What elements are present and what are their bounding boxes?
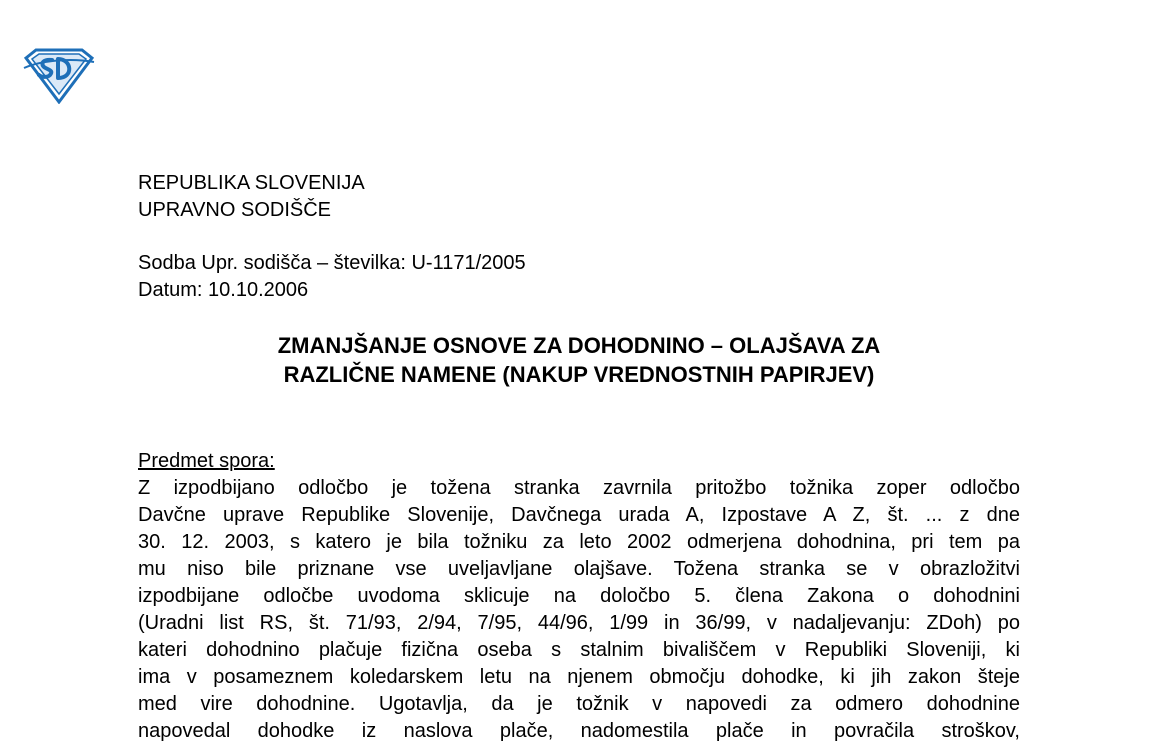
court-shield-logo-icon [22,48,96,104]
section-body [138,475,1020,745]
title-line-2: RAZLIČNE NAMENE (NAKUP VREDNOSTNIH PAPIRJEV) [283,362,875,387]
country-name: REPUBLIKA SLOVENIJA [138,172,365,194]
body-line: (Uradni list RS, št. 71/93, 2/94, 7/95, 44/96, 1/99 in 36/99, v nadaljevanju: ZDoh) po [138,612,1020,634]
body-line: Davčne uprave Republike Slovenije, Davčnega urada A, Izpostave A Z, št. ... z dne [138,504,1020,526]
document-title [138,331,1020,389]
court-logo [22,48,96,104]
section-heading: Predmet spora: [138,450,275,472]
body-line: napovedal dohodke iz naslova plače, nadomestila plače in povračila stroškov, [138,720,1020,742]
court-name: UPRAVNO SODIŠČE [138,199,331,221]
body-line: med vire dohodnine. Ugotavlja, da je tožnik v napovedi za odmero dohodnine [138,693,1020,715]
body-line: mu niso bile priznane vse uveljavljane olajšave. Tožena stranka se v obrazložitvi [138,558,1020,580]
body-line: izpodbijane odločbe uvodoma sklicuje na določbo 5. člena Zakona o dohodnini [138,585,1020,607]
body-line: ima v posameznem koledarskem letu na njenem območju dohodke, ki jih zakon šteje [138,666,1020,688]
body-line: kateri dohodnino plačuje fizična oseba s stalnim bivališčem v Republiki Sloveniji, ki [138,639,1020,661]
body-line: 30. 12. 2003, s katero je bila tožniku za leto 2002 odmerjena dohodnina, pri tem pa [138,531,1020,553]
judgment-number: Sodba Upr. sodišča – številka: U-1171/2005 [138,252,526,274]
case-reference [138,250,526,304]
title-line-1: ZMANJŠANJE OSNOVE ZA DOHODNINO – OLAJŠAVA ZA [277,333,881,358]
court-header [138,170,365,224]
judgment-date: Datum: 10.10.2006 [138,279,309,301]
body-line: Z izpodbijano odločbo je tožena stranka zavrnila pritožbo tožnika zoper odločbo [138,477,1020,499]
